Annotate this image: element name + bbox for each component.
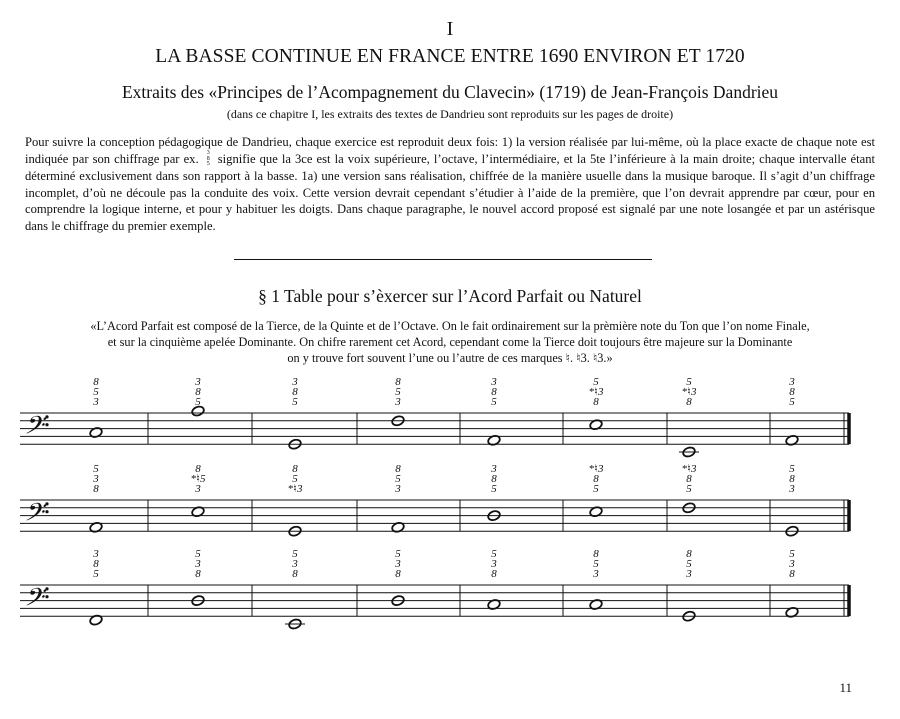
figured-bass-stack bbox=[788, 548, 795, 580]
figure-numeral: 3 bbox=[93, 548, 99, 560]
figure-numeral: 5 bbox=[292, 396, 298, 408]
intro-paragraph bbox=[25, 134, 875, 234]
intro-text-after: signifie que la 3ce est la voix supérieure, l’octave, l’intermédiaire, et la 5te l’inférieure à la main droite; chaque intervalle étant déterminé exclusivement dans son rapport à la basse. 1a) une version sans réalisation, chiffrée de la manière usuelle dans la musique baroque. Il s’agit d’un chiffrage incomplet, d’où ne découle pas la conduite des voix. Cette version devrait cependant s’étudier à l’aide de la première, que l’on devrait apprendre par cœur, pour en comprendre la logique interne, et pour y habituer les doigts. Dans chaque paragraphe, le nouvel accord proposé est signalé par une note losangée et par un astérisque dans le chiffrage du premier exemple. bbox=[25, 151, 875, 233]
quote-line-2: et sur la cinquième apelée Dominante. On chifre rarement cet Acord, cependant come la Tierce doit toujours être majeure sur la Dominante bbox=[107, 335, 793, 349]
figured-bass-stack bbox=[394, 463, 401, 495]
figure-example bbox=[205, 151, 212, 168]
figure-numeral: 3 bbox=[395, 396, 401, 408]
figured-bass-stack bbox=[490, 463, 497, 495]
figure-numeral: 3 bbox=[292, 376, 298, 388]
figure-numeral: 3 bbox=[789, 558, 795, 570]
figure-numeral: 8 bbox=[491, 473, 497, 485]
figured-bass-stack bbox=[490, 548, 497, 580]
figure-numeral: 8 bbox=[789, 386, 795, 398]
figure-numeral: 5 bbox=[686, 376, 692, 388]
intro-text-before: Pour suivre la conception pédagogique de Dandrieu, chaque exercice est reproduit deux fois: 1) la version réalisée par lui-même, où la place exacte de chaque note est indiquée par son chiffrage par ex. bbox=[25, 135, 875, 166]
figure-numeral: 5 bbox=[93, 463, 99, 475]
figure-example-mid: 8 bbox=[206, 155, 210, 162]
figure-numeral: 3 bbox=[93, 473, 99, 485]
figure-numeral: 8 bbox=[593, 473, 599, 485]
figure-numeral: 5 bbox=[395, 473, 401, 485]
figure-numeral: 3 bbox=[789, 376, 795, 388]
figure-numeral: 5 bbox=[395, 548, 401, 560]
figured-bass-stack bbox=[291, 548, 298, 580]
figured-bass-stack bbox=[194, 548, 201, 580]
figured-bass-stack bbox=[682, 463, 697, 495]
figure-numeral: 5 bbox=[491, 396, 497, 408]
section-title: § 1 Table pour s’èxercer sur l’Acord Parfait ou Naturel bbox=[258, 286, 642, 306]
figured-bass-stack bbox=[394, 548, 401, 580]
bass-clef-icon: 𝄢 bbox=[23, 499, 43, 533]
quote-line-1: «L’Acord Parfait est composé de la Tierce, de la Quinte et de l’Octave. On le fait ordinairement sur la prèmière note du Ton que l’on nome Finale, bbox=[90, 319, 810, 333]
figured-bass-stack bbox=[788, 463, 795, 495]
figure-numeral: 5 bbox=[593, 483, 599, 495]
section-divider bbox=[234, 259, 652, 260]
figure-numeral: 3 bbox=[491, 463, 497, 475]
figured-bass-stack bbox=[589, 463, 604, 495]
figure-numeral: 8 bbox=[491, 386, 497, 398]
figure-numeral: 8 bbox=[195, 386, 201, 398]
staff-system bbox=[20, 548, 849, 630]
figure-numeral: 8 bbox=[593, 396, 599, 408]
figured-bass-stack bbox=[194, 376, 201, 408]
figure-numeral: 8 bbox=[686, 473, 692, 485]
figure-numeral: 8 bbox=[491, 568, 497, 580]
chapter-title: LA BASSE CONTINUE EN FRANCE ENTRE 1690 ENVIRON ET 1720 bbox=[155, 46, 745, 67]
music-staves bbox=[0, 375, 900, 670]
figure-numeral: 8 bbox=[93, 558, 99, 570]
figure-numeral: 5 bbox=[593, 558, 599, 570]
staff-system bbox=[20, 376, 849, 458]
figure-numeral: *♮5 bbox=[190, 473, 206, 485]
figure-numeral: 8 bbox=[395, 463, 401, 475]
figure-numeral: 3 bbox=[195, 376, 201, 388]
figure-numeral: 5 bbox=[292, 473, 298, 485]
figure-numeral: 8 bbox=[93, 376, 99, 388]
figure-numeral: 5 bbox=[789, 463, 795, 475]
figure-numeral: 3 bbox=[195, 558, 201, 570]
figure-numeral: 8 bbox=[686, 548, 692, 560]
figured-bass-stack bbox=[592, 548, 599, 580]
figure-numeral: 5 bbox=[686, 483, 692, 495]
figured-bass-stack bbox=[685, 548, 692, 580]
figured-bass-stack bbox=[394, 376, 401, 408]
figured-bass-stack bbox=[92, 548, 99, 580]
figure-numeral: 5 bbox=[491, 483, 497, 495]
figure-numeral: 5 bbox=[789, 396, 795, 408]
figured-bass-stack bbox=[682, 376, 697, 408]
figure-numeral: 3 bbox=[395, 558, 401, 570]
figure-example-top: 3 bbox=[206, 150, 210, 157]
figure-numeral: 5 bbox=[195, 548, 201, 560]
figure-numeral: 5 bbox=[195, 396, 201, 408]
figure-numeral: 5 bbox=[593, 376, 599, 388]
page-number: 11 bbox=[839, 680, 852, 695]
figured-bass-stack bbox=[589, 376, 604, 408]
staff-system bbox=[20, 463, 849, 537]
figure-numeral: 3 bbox=[93, 396, 99, 408]
figure-numeral: 8 bbox=[686, 396, 692, 408]
figure-numeral: 5 bbox=[491, 548, 497, 560]
figure-numeral: 8 bbox=[93, 483, 99, 495]
subtitle: Extraits des «Principes de l’Acompagnement du Clavecin» (1719) de Jean-François Dandrieu bbox=[121, 82, 779, 102]
bass-note bbox=[285, 618, 305, 630]
figure-numeral: *♮3 bbox=[588, 463, 604, 475]
figure-numeral: 3 bbox=[195, 483, 201, 495]
figure-numeral: *♮3 bbox=[681, 386, 697, 398]
figured-bass-stack bbox=[191, 463, 206, 495]
figure-numeral: 8 bbox=[195, 568, 201, 580]
chapter-number: I bbox=[446, 18, 454, 40]
figure-numeral: 3 bbox=[395, 483, 401, 495]
figure-numeral: 5 bbox=[789, 548, 795, 560]
figure-numeral: 5 bbox=[93, 568, 99, 580]
figured-bass-stack bbox=[490, 376, 497, 408]
figure-numeral: *♮3 bbox=[681, 463, 697, 475]
figured-bass-stack bbox=[291, 376, 298, 408]
bass-clef-icon: 𝄢 bbox=[23, 584, 43, 618]
figure-example-bottom: 5 bbox=[206, 161, 210, 168]
figure-numeral: 3 bbox=[292, 558, 298, 570]
figure-numeral: 8 bbox=[789, 568, 795, 580]
figured-bass-stack bbox=[788, 376, 795, 408]
figure-numeral: *♮3 bbox=[588, 386, 604, 398]
figure-numeral: 8 bbox=[292, 386, 298, 398]
figure-numeral: 8 bbox=[195, 463, 201, 475]
figure-numeral: 3 bbox=[789, 483, 795, 495]
quote-line-3: on y trouve fort souvent l’une ou l’autre de ces marques ♮. ♮3. ♮3.» bbox=[287, 351, 613, 365]
figure-numeral: 3 bbox=[686, 568, 692, 580]
figured-bass-stack bbox=[92, 376, 99, 408]
quote bbox=[0, 318, 900, 366]
figure-numeral: 3 bbox=[491, 376, 497, 388]
subtitle-note: (dans ce chapitre I, les extraits des textes de Dandrieu sont reproduits sur les pages de droite) bbox=[226, 107, 674, 121]
figured-bass-stack bbox=[288, 463, 303, 495]
figure-numeral: 8 bbox=[789, 473, 795, 485]
figured-bass-stack bbox=[92, 463, 99, 495]
figure-numeral: 8 bbox=[593, 548, 599, 560]
figure-numeral: 5 bbox=[395, 386, 401, 398]
figure-numeral: 5 bbox=[93, 386, 99, 398]
figure-numeral: 8 bbox=[292, 463, 298, 475]
figure-numeral: 8 bbox=[292, 568, 298, 580]
figure-numeral: 8 bbox=[395, 376, 401, 388]
figure-numeral: 5 bbox=[292, 548, 298, 560]
bass-note bbox=[679, 446, 699, 458]
figure-numeral: 3 bbox=[491, 558, 497, 570]
figure-numeral: 5 bbox=[686, 558, 692, 570]
figure-numeral: *♮3 bbox=[287, 483, 303, 495]
bass-clef-icon: 𝄢 bbox=[23, 412, 43, 446]
figure-numeral: 3 bbox=[593, 568, 599, 580]
figure-numeral: 8 bbox=[395, 568, 401, 580]
